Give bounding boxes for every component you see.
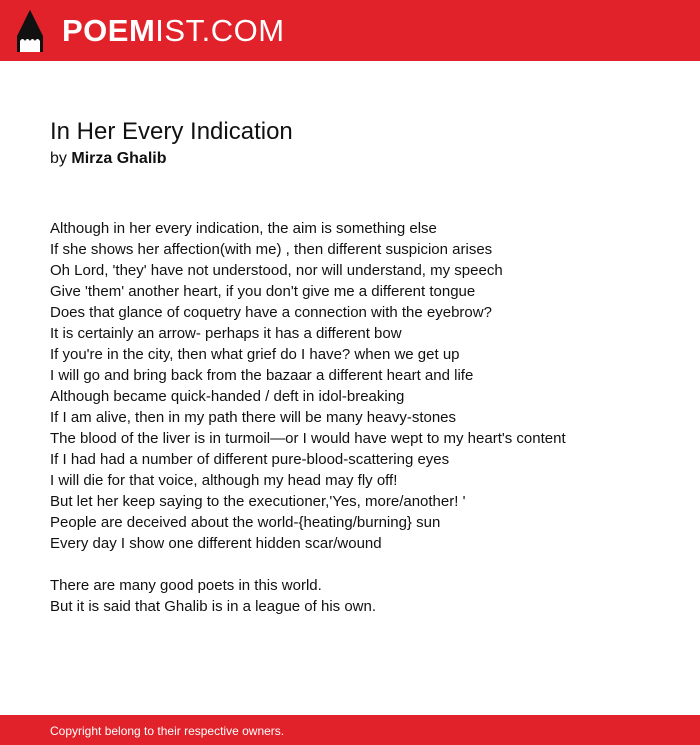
- poem-body: [50, 218, 610, 617]
- poem-line: Oh Lord, 'they' have not understood, nor will understand, my speech: [50, 262, 503, 279]
- pencil-icon[interactable]: [17, 10, 43, 52]
- poem-line: Although in her every indication, the aim is something else: [50, 220, 437, 237]
- poem-line: The blood of the liver is in turmoil—or I would have wept to my heart's content: [50, 430, 566, 447]
- poem-line: If I am alive, then in my path there will be many heavy-stones: [50, 409, 457, 426]
- stanza-break: [50, 554, 610, 575]
- poem-line: If you're in the city, then what grief do I have? when we get up: [50, 346, 460, 363]
- poem-line: Give 'them' another heart, if you don't give me a different tongue: [50, 283, 476, 300]
- poem-line: People are deceived about the world-{heating/burning} sun: [50, 514, 441, 531]
- site-logo[interactable]: [62, 11, 285, 51]
- byline: [50, 148, 166, 170]
- poem-line: It is certainly an arrow- perhaps it has a different bow: [50, 325, 402, 342]
- poem-line: But it is said that Ghalib is in a league of his own.: [50, 598, 377, 615]
- author-name: Mirza Ghalib: [71, 150, 167, 167]
- logo-text-bold: POEM: [62, 13, 156, 48]
- poem-line: If she shows her affection(with me) , then different suspicion arises: [50, 241, 493, 258]
- poem-line: Every day I show one different hidden scar/wound: [50, 535, 382, 552]
- poem-line: I will die for that voice, although my head may fly off!: [50, 472, 398, 489]
- poem-line: If I had had a number of different pure-blood-scattering eyes: [50, 451, 450, 468]
- poem-line: But let her keep saying to the executioner,'Yes, more/another! ': [50, 493, 466, 510]
- site-header: [0, 0, 700, 61]
- site-footer: [0, 715, 700, 745]
- byline-label: by: [50, 150, 67, 167]
- poem-line: I will go and bring back from the bazaar a different heart and life: [50, 367, 474, 384]
- copyright-notice: Copyright belong to their respective owners.: [50, 724, 285, 738]
- poem-title: In Her Every Indication: [50, 118, 293, 145]
- poem-line: Although became quick-handed / deft in idol-breaking: [50, 388, 405, 405]
- poem-line: There are many good poets in this world.: [50, 577, 322, 594]
- logo-text-rest: IST.COM: [155, 13, 285, 48]
- poem-line: Does that glance of coquetry have a connection with the eyebrow?: [50, 304, 492, 321]
